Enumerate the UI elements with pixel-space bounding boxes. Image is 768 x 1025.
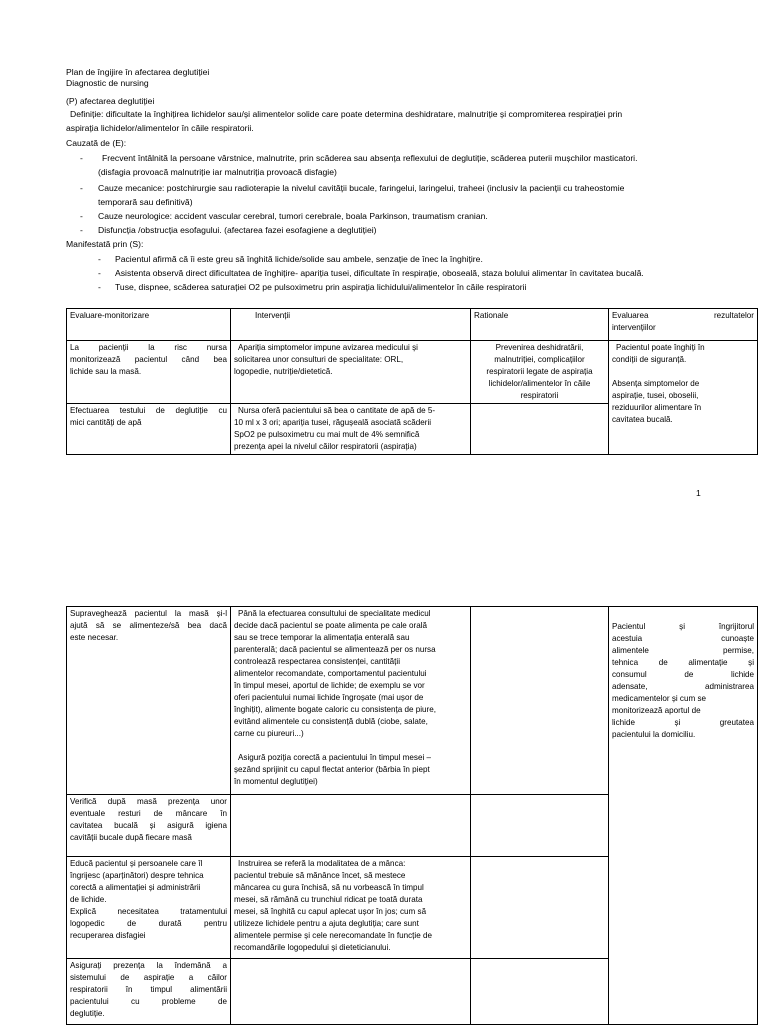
cell-line: Supraveghează pacientul la masă și-l <box>70 609 227 618</box>
cell-evaluation <box>67 341 231 404</box>
cell-line: La pacienții la risc nursa <box>70 343 227 352</box>
cell-line: respiratorii legate de aspirația <box>486 367 593 376</box>
cell-line: mesei, să rămână cu trunchiul ridicat pe toată durata <box>234 895 423 904</box>
cell-line: 10 ml x 3 ori; apariția tusei, răgușeală asociată scăderii <box>234 418 432 427</box>
cell-line: pacientului la domiciliu. <box>612 730 696 739</box>
cell-line: cavitatea bucală și asigură igiena <box>70 821 227 830</box>
cell-line: mesei, să înghită cu capul aplecat ușor în jos; cum să <box>234 907 427 916</box>
cell-line: Nursa oferă pacientului să bea o cantitate de apă de 5- <box>238 406 436 415</box>
bullet-dash: - <box>80 225 83 235</box>
manifest-heading: Manifestată prin (S): <box>66 239 144 249</box>
cell-line: deglutiție. <box>70 1009 105 1018</box>
cell-line: lichide sau la masă. <box>70 367 142 376</box>
cell-line: Absența simptomelor de <box>612 379 700 388</box>
cell-line: recuperarea disfagiei <box>70 931 146 940</box>
cell-line: Pacientul și îngrijitorul <box>612 622 754 631</box>
cell-line <box>612 366 754 378</box>
cell-line: consumul de lichide <box>612 670 754 679</box>
table-row <box>67 607 758 795</box>
cell-line: pacientului cu probleme de <box>70 997 227 1006</box>
cell-line: Apariția simptomelor impune avizarea medicului și <box>238 343 418 352</box>
cell-line: malnutriției, complicațiilor <box>494 355 585 364</box>
table-row <box>67 341 758 404</box>
cell-line: eventuale resturi de mâncare în <box>70 809 227 818</box>
cell-interventions <box>231 857 471 959</box>
cell-line: evitând alimentele cu consistență dublă (ciobe, salate, <box>234 717 428 726</box>
cell-line: respiratorii în timpul alimentării <box>70 985 227 994</box>
cell-line: mici cantități de apă <box>70 418 142 427</box>
header-results-line-1: Evaluarea rezultatelor <box>612 311 754 320</box>
cell-rationale-empty <box>471 857 609 959</box>
bullet-dash: - <box>98 282 101 292</box>
cell-line: de lichide. <box>70 895 107 904</box>
cell-line: monitorizează aportul de <box>612 706 701 715</box>
cell-line: SpO2 pe pulsoximetru cu mai mult de 4% semnifică <box>234 430 420 439</box>
cell-line: Prevenirea deshidratării, <box>495 343 584 352</box>
cell-line: sistemului de aspirație a căilor <box>70 973 227 982</box>
cell-line: înghițit), alimente bogate caloric cu consistența de piure, <box>234 705 437 714</box>
cell-line: controlează respectarea consistenței, cantității <box>234 657 401 666</box>
definition-line-2: aspirația lichidelor/alimentelor în căile respiratorii. <box>66 123 254 133</box>
cell-line: respiratorii <box>520 391 559 400</box>
cell-line: cavitatea bucală. <box>612 415 673 424</box>
cause-item-2: Cauze mecanice: postchirurgie sau radioterapie la nivelul cavității bucale, faringelui, laringelui, traheei (inclusiv la pacienții cu traheostomie <box>98 183 625 193</box>
bullet-dash: - <box>80 183 83 193</box>
cell-line: mâncarea cu gura închisă, să nu vorbească în timpul <box>234 883 424 892</box>
problem-heading: (P) afectarea deglutiției <box>66 96 155 106</box>
cell-line: cavității bucale după fiecare masă <box>70 833 192 842</box>
cell-rationale-empty <box>471 959 609 1025</box>
cell-line: acestuia cunoaște <box>612 634 754 643</box>
cell-line: Asigurați prezența la îndemână a <box>70 961 227 970</box>
cell-line: carne cu piureuri...) <box>234 729 304 738</box>
cell-rationale <box>471 341 609 404</box>
cell-line: sau se trece temporar la alimentația enterală sau <box>234 633 410 642</box>
bullet-dash: - <box>98 254 101 264</box>
cell-line: decide dacă pacientul se poate alimenta pe cale orală <box>234 621 428 630</box>
cell-line: monitorizează pacientul când bea <box>70 355 227 364</box>
cell-line: alimentelor recomandate, comportamentul pacientului <box>234 669 427 678</box>
cell-line: logopedic de durată pentru <box>70 919 227 928</box>
cell-line: Educă pacientul și persoanele care îl <box>70 859 203 868</box>
cell-line: oferi pacientului numai lichide îngroșate (mai ușor de <box>234 693 424 702</box>
cell-line: alimentele permise, <box>612 646 754 655</box>
cell-line: Asigură poziția corectă a pacientului în timpul mesei – <box>238 753 432 762</box>
bullet-dash: - <box>80 211 83 221</box>
cell-line: îngrijesc (aparținători) despre tehnica <box>70 871 204 880</box>
header-results <box>609 309 758 341</box>
cell-line: utilizeze lichidele pentru a ajuta deglutiția; care sunt <box>234 919 419 928</box>
care-plan-table-2 <box>66 606 758 1025</box>
cell-line: alimentele permise și cele nerecomandate în funcție de <box>234 931 432 940</box>
header-evaluation: Evaluare-monitorizare <box>67 309 231 341</box>
bullet-dash: - <box>98 268 101 278</box>
table-header-row <box>67 309 758 341</box>
manifest-item-3: Tuse, dispnee, scăderea saturației O2 pe pulsoximetru prin aspirația lichidului/alimentelor în căile respiratorii <box>115 282 527 292</box>
cell-line: șezând sprijinit cu capul flectat anterior (bărbia în piept <box>234 765 430 774</box>
manifest-item-2: Asistenta observă direct dificultatea de înghițire- apariția tusei, dificultate în respirație, oboseală, staza bolului alimentar în cavitatea bucală. <box>115 268 644 278</box>
cell-line: Instruirea se referă la modalitatea de a mânca: <box>238 859 406 868</box>
cell-line: corectă a alimentației și administrării <box>70 883 201 892</box>
definition-line-1: Definiție: dificultate la înghițirea lichidelor sau/și alimentelor solide care poate determina deshidratare, malnutriție și compromiterea respirației prin <box>70 109 623 119</box>
cell-evaluation <box>67 404 231 455</box>
care-plan-table-1 <box>66 308 758 455</box>
cause-item-3: Cauze neurologice: accident vascular cerebral, tumori cerebrale, boala Parkinson, traumatism cranian. <box>98 211 488 221</box>
cell-interventions-empty <box>231 795 471 857</box>
document-subtitle: Diagnostic de nursing <box>66 78 149 88</box>
cell-line: tehnica de alimentație și <box>612 658 754 667</box>
document-title: Plan de îngijire în afectarea deglutiției <box>66 67 210 77</box>
cell-interventions-empty <box>231 959 471 1025</box>
cell-line: Efectuarea testului de deglutiție cu <box>70 406 227 415</box>
cell-line: Explică necesitatea tratamentului <box>70 907 227 916</box>
cause-item-1-cont: (disfagia provoacă malnutriție iar malnutriția provoacă disfagie) <box>98 167 337 177</box>
bullet-dash: - <box>80 153 83 163</box>
cell-line: lichidelor/alimentelor în căile <box>488 379 591 388</box>
cell-interventions <box>231 341 471 404</box>
cell-line: medicamentelor și cum se <box>612 694 707 703</box>
document-page-2 <box>0 540 768 1024</box>
cell-line: reziduurilor alimentare în <box>612 403 702 412</box>
cell-line: Până la efectuarea consultului de specialitate medicul <box>238 609 431 618</box>
cell-line: ajută să se alimenteze/să bea dacă <box>70 621 227 630</box>
cause-item-2-cont: temporară sau definitivă) <box>98 197 193 207</box>
cell-line: este necesar. <box>70 633 119 642</box>
cell-line: adensate, administrarea <box>612 682 754 691</box>
causes-heading: Cauzată de (E): <box>66 138 127 148</box>
cell-line <box>234 740 467 752</box>
cell-line: prezența apei la nivelul căilor respiratorii (aspirația) <box>234 442 417 451</box>
cell-line: în momentul deglutiției) <box>234 777 318 786</box>
cell-results <box>609 607 758 1025</box>
cell-rationale-empty <box>471 607 609 795</box>
page-number: 1 <box>696 488 701 498</box>
cell-line: Verifică după masă prezența unor <box>70 797 227 806</box>
cell-line: condiții de siguranță. <box>612 355 687 364</box>
cell-line: Pacientul poate înghiți în <box>616 343 705 352</box>
cell-line: aspirație, tusei, oboselii, <box>612 391 699 400</box>
header-interventions: Intervenții <box>231 309 471 341</box>
cell-line: logopedie, nutriție/dietetică. <box>234 367 333 376</box>
header-results-line-2: intervențiilor <box>612 323 656 332</box>
cell-rationale-empty <box>471 795 609 857</box>
manifest-item-1: Pacientul afirmă că îi este greu să înghită lichide/solide sau ambele, senzație de înec la înghițire. <box>115 254 483 264</box>
cell-line: lichide și greutatea <box>612 718 754 727</box>
cell-line: în timpul mesei, aportul de lichide; de exemplu se vor <box>234 681 425 690</box>
cell-interventions <box>231 607 471 795</box>
cell-evaluation <box>67 857 231 959</box>
cause-item-4: Disfuncția /obstrucția esofagului. (afectarea fazei esofagiene a deglutiției) <box>98 225 377 235</box>
cell-rationale-empty <box>471 404 609 455</box>
cell-evaluation <box>67 959 231 1025</box>
cause-item-1: Frecvent întâlnită la persoane vârstnice, malnutrite, prin scăderea sau absența reflexului de deglutiție, scăderea puterii mușchilor masticatori. <box>102 153 638 163</box>
cell-line: pacientul trebuie să mănânce încet, să mestece <box>234 871 406 880</box>
cell-line: parenterală; dacă pacientul se alimentează per os nursa <box>234 645 436 654</box>
cell-interventions <box>231 404 471 455</box>
cell-evaluation <box>67 795 231 857</box>
cell-evaluation <box>67 607 231 795</box>
cell-line: solicitarea unor consulturi de specialitate: ORL, <box>234 355 404 364</box>
cell-line: recomandările logopedului și dieteticianului. <box>234 943 391 952</box>
cell-results <box>609 341 758 455</box>
header-rationale: Rationale <box>471 309 609 341</box>
